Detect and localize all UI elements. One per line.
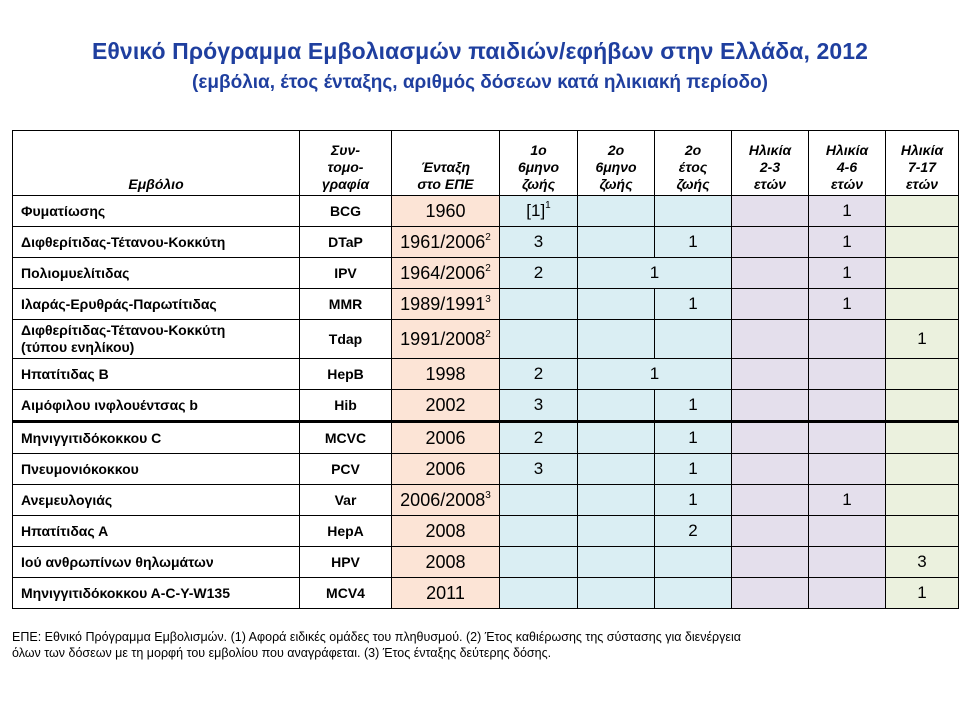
vaccine-name: Ιλαράς-Ερυθράς-Παρωτίτιδας bbox=[13, 289, 300, 320]
inclusion-year: 1961/2006$^2$ bbox=[392, 227, 500, 258]
dose-age-7-17: 1 bbox=[886, 320, 959, 359]
dose-first-semester: 3 bbox=[500, 390, 578, 422]
dose-second-semester bbox=[578, 227, 655, 258]
dose-age-2-3 bbox=[732, 578, 809, 609]
dose-first-semester bbox=[500, 320, 578, 359]
dose-first-semester: 2 bbox=[500, 359, 578, 390]
dose-age-4-6 bbox=[809, 422, 886, 454]
dose-age-4-6: 1 bbox=[809, 258, 886, 289]
dose-second-semester bbox=[578, 516, 655, 547]
vaccine-name: Μηνιγγιτιδόκοκκου Α-C-Y-W135 bbox=[13, 578, 300, 609]
dose-age-2-3 bbox=[732, 196, 809, 227]
header-second-year: 2ο έτος ζωής bbox=[655, 131, 732, 196]
page-title: Εθνικό Πρόγραμμα Εμβολιασμών παιδιών/εφήβων στην Ελλάδα, 2012 bbox=[91, 38, 869, 64]
vaccine-name-line2: (τύπου ενηλίκου) bbox=[21, 339, 135, 355]
vaccine-abbreviation: MCVC bbox=[300, 422, 392, 454]
header-abbreviation: Συν- τομο- γραφία bbox=[300, 131, 392, 196]
vaccine-abbreviation: DTaP bbox=[300, 227, 392, 258]
dose-second-year bbox=[655, 547, 732, 578]
footnote-ref: 2 bbox=[485, 231, 491, 243]
vaccine-name: Ανεμευλογιάς bbox=[13, 485, 300, 516]
dose-age-7-17 bbox=[886, 516, 959, 547]
table-row bbox=[13, 359, 959, 390]
table-row bbox=[13, 196, 959, 227]
dose-second-semester bbox=[578, 485, 655, 516]
header-row bbox=[13, 131, 959, 196]
dose-age-2-3 bbox=[732, 289, 809, 320]
dose-first-semester bbox=[500, 485, 578, 516]
dose-second-year: 1 bbox=[655, 454, 732, 485]
vaccine-abbreviation: Tdap bbox=[300, 320, 392, 359]
inclusion-year: 1960 bbox=[392, 196, 500, 227]
vaccine-abbreviation: HPV bbox=[300, 547, 392, 578]
vaccine-name: Φυματίωσης bbox=[13, 196, 300, 227]
table-row bbox=[13, 289, 959, 320]
footnote-line: όλων των δόσεων με τη μορφή του εμβολίου που αναγράφεται. (3) Έτος ένταξης δεύτερης δόσης. bbox=[12, 646, 552, 660]
dose-age-7-17 bbox=[886, 422, 959, 454]
vaccine-name: Ιού ανθρωπίνων θηλωμάτων bbox=[13, 547, 300, 578]
footnote-ref: 1 bbox=[545, 200, 551, 211]
inclusion-year: 1964/2006$^2$ bbox=[392, 258, 500, 289]
dose-second-semester bbox=[578, 578, 655, 609]
inclusion-year: 2008 bbox=[392, 547, 500, 578]
vaccine-abbreviation: HepB bbox=[300, 359, 392, 390]
dose-age-2-3 bbox=[732, 516, 809, 547]
dose-second-semester bbox=[578, 320, 655, 359]
dose-first-semester: 3 bbox=[500, 454, 578, 485]
dose-second-semester bbox=[578, 547, 655, 578]
dose-age-7-17 bbox=[886, 359, 959, 390]
inclusion-year: 1998 bbox=[392, 359, 500, 390]
dose-second-year bbox=[655, 578, 732, 609]
dose-age-7-17: 1 bbox=[886, 578, 959, 609]
dose-age-2-3 bbox=[732, 485, 809, 516]
table-row bbox=[13, 516, 959, 547]
dose-second-year: 2 bbox=[655, 516, 732, 547]
dose-second-semester bbox=[578, 454, 655, 485]
dose-first-semester bbox=[500, 547, 578, 578]
inclusion-year: 1989/1991$^3$ bbox=[392, 289, 500, 320]
footnote-ref: 3 bbox=[485, 489, 491, 501]
table-row bbox=[13, 227, 959, 258]
dose-first-semester bbox=[500, 516, 578, 547]
dose-second-semester-to-second-year: 1 bbox=[578, 258, 732, 289]
dose-second-year: 1 bbox=[655, 485, 732, 516]
header-second-semester: 2ο 6μηνο ζωής bbox=[578, 131, 655, 196]
dose-second-semester-to-second-year: 1 bbox=[578, 359, 732, 390]
vaccine-name: Ηπατίτιδας Β bbox=[13, 359, 300, 390]
footnote-line: ΕΠΕ: Εθνικό Πρόγραμμα Εμβολισμών. (1) Αφορά ειδικές ομάδες του πληθυσμού. (2) Έτος καθιέρωσης της σύστασης για διενέργεια bbox=[12, 630, 741, 644]
dose-first-semester: 3 bbox=[500, 227, 578, 258]
inclusion-year: 2002 bbox=[392, 390, 500, 422]
dose-first-semester: 2 bbox=[500, 258, 578, 289]
dose-age-2-3 bbox=[732, 258, 809, 289]
dose-age-7-17 bbox=[886, 227, 959, 258]
dose-age-7-17 bbox=[886, 289, 959, 320]
dose-age-7-17 bbox=[886, 454, 959, 485]
header-age-2-3: Ηλικία 2-3 ετών bbox=[732, 131, 809, 196]
dose-first-semester bbox=[500, 289, 578, 320]
dose-age-7-17 bbox=[886, 390, 959, 422]
dose-second-semester bbox=[578, 196, 655, 227]
dose-second-year bbox=[655, 320, 732, 359]
dose-age-2-3 bbox=[732, 422, 809, 454]
table-row bbox=[13, 547, 959, 578]
dose-age-4-6 bbox=[809, 454, 886, 485]
page-subtitle: (εμβόλια, έτος ένταξης, αριθμός δόσεων κατά ηλικιακή περίοδο) bbox=[192, 72, 768, 93]
dose-age-4-6: 1 bbox=[809, 485, 886, 516]
vaccine-name: Διφθερίτιδας-Τέτανου-Κοκκύτη (τύπου ενηλίκου) bbox=[13, 320, 300, 359]
vaccine-abbreviation: IPV bbox=[300, 258, 392, 289]
dose-age-7-17 bbox=[886, 485, 959, 516]
vaccination-table bbox=[12, 130, 959, 609]
dose-second-semester bbox=[578, 390, 655, 422]
dose-age-4-6: 1 bbox=[809, 227, 886, 258]
dose-second-semester bbox=[578, 422, 655, 454]
dose-age-2-3 bbox=[732, 454, 809, 485]
inclusion-year: 2006 bbox=[392, 422, 500, 454]
dose-age-7-17 bbox=[886, 196, 959, 227]
inclusion-year: 2006/2008$^3$ bbox=[392, 485, 500, 516]
inclusion-year: 2011 bbox=[392, 578, 500, 609]
table-row bbox=[13, 320, 959, 359]
footnote bbox=[12, 629, 952, 661]
dose-age-2-3 bbox=[732, 547, 809, 578]
dose-second-year: 1 bbox=[655, 289, 732, 320]
dose-age-4-6: 1 bbox=[809, 196, 886, 227]
dose-age-4-6 bbox=[809, 359, 886, 390]
vaccine-abbreviation: PCV bbox=[300, 454, 392, 485]
vaccine-abbreviation: BCG bbox=[300, 196, 392, 227]
dose-second-semester bbox=[578, 289, 655, 320]
dose-age-4-6 bbox=[809, 390, 886, 422]
vaccine-name: Διφθερίτιδας-Τέτανου-Κοκκύτη bbox=[13, 227, 300, 258]
table-row bbox=[13, 422, 959, 454]
dose-first-semester bbox=[500, 578, 578, 609]
dose-second-year: 1 bbox=[655, 390, 732, 422]
vaccine-name: Μηνιγγιτιδόκοκκου C bbox=[13, 422, 300, 454]
dose-age-4-6 bbox=[809, 578, 886, 609]
dose-age-2-3 bbox=[732, 227, 809, 258]
dose-age-7-17 bbox=[886, 258, 959, 289]
header-age-7-17: Ηλικία 7-17 ετών bbox=[886, 131, 959, 196]
dose-age-4-6 bbox=[809, 320, 886, 359]
dose-age-4-6: 1 bbox=[809, 289, 886, 320]
vaccine-abbreviation: Var bbox=[300, 485, 392, 516]
vaccine-name: Πνευμονιόκοκκου bbox=[13, 454, 300, 485]
dose-first-semester: $[1]^1$ bbox=[500, 196, 578, 227]
header-inclusion-year: Ένταξη στο ΕΠΕ bbox=[392, 131, 500, 196]
table-row bbox=[13, 390, 959, 422]
vaccine-abbreviation: Hib bbox=[300, 390, 392, 422]
dose-age-2-3 bbox=[732, 320, 809, 359]
inclusion-year: 2006 bbox=[392, 454, 500, 485]
dose-age-7-17: 3 bbox=[886, 547, 959, 578]
footnote-ref: 3 bbox=[485, 293, 491, 305]
dose-age-2-3 bbox=[732, 359, 809, 390]
dose-age-4-6 bbox=[809, 516, 886, 547]
table-row bbox=[13, 485, 959, 516]
dose-second-year bbox=[655, 196, 732, 227]
vaccine-abbreviation: MMR bbox=[300, 289, 392, 320]
vaccine-name: Ηπατίτιδας Α bbox=[13, 516, 300, 547]
inclusion-year: 2008 bbox=[392, 516, 500, 547]
dose-age-4-6 bbox=[809, 547, 886, 578]
dose-second-year: 1 bbox=[655, 227, 732, 258]
header-first-semester: 1ο 6μηνο ζωής bbox=[500, 131, 578, 196]
table-row bbox=[13, 454, 959, 485]
inclusion-year: 1991/2008$^2$ bbox=[392, 320, 500, 359]
footnote-ref: 2 bbox=[485, 262, 491, 274]
header-age-4-6: Ηλικία 4-6 ετών bbox=[809, 131, 886, 196]
vaccine-name: Αιμόφιλου ινφλουέντσας b bbox=[13, 390, 300, 422]
table-row bbox=[13, 578, 959, 609]
header-vaccine: Εμβόλιο bbox=[13, 131, 300, 196]
vaccine-abbreviation: HepA bbox=[300, 516, 392, 547]
vaccine-name: Πολιομυελίτιδας bbox=[13, 258, 300, 289]
dose-age-2-3 bbox=[732, 390, 809, 422]
footnote-ref: 2 bbox=[485, 328, 491, 340]
vaccine-abbreviation: MCV4 bbox=[300, 578, 392, 609]
table-row bbox=[13, 258, 959, 289]
dose-second-year: 1 bbox=[655, 422, 732, 454]
dose-first-semester: 2 bbox=[500, 422, 578, 454]
